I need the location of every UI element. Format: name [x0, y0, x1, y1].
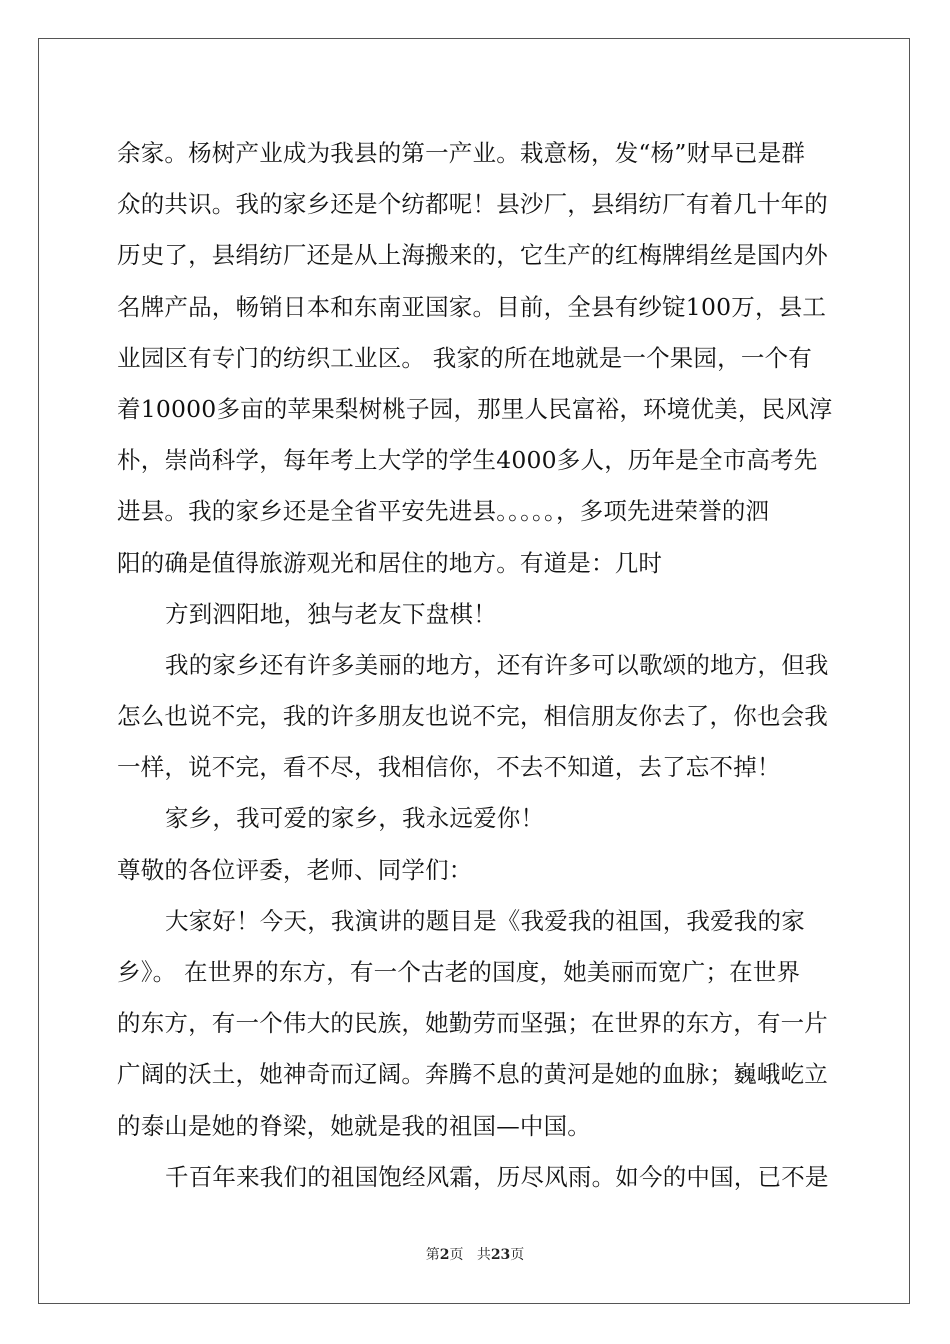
- text-line: 的东方，有一个伟大的民族，她勤劳而坚强；在世界的东方，有一片: [117, 1009, 828, 1038]
- text-line: 乡》。 在世界的东方，有一个古老的国度，她美丽而宽广；在世界: [117, 958, 801, 986]
- text-line: 千百年来我们的祖国饱经风霜，历尽风雨。如今的中国，已不是: [165, 1162, 829, 1191]
- text-line: 余家。杨树产业成为我县的第一产业。栽意杨，发“杨”财早已是群: [117, 139, 806, 167]
- total-page-count: 23: [490, 1247, 511, 1263]
- footer-prefix: 第: [425, 1247, 440, 1263]
- text-line: 尊敬的各位评委，老师、同学们：: [117, 855, 473, 884]
- text-line: 众的共识。我的家乡还是个纺都呢！县沙厂，县绢纺厂有着几十年的: [117, 190, 828, 219]
- text-line: 一样，说不完，看不尽，我相信你，不去不知道，去了忘不掉！: [117, 753, 781, 782]
- text-line: 广阔的沃土，她神奇而辽阔。奔腾不息的黄河是她的血脉；巍峨屹立: [117, 1060, 828, 1089]
- footer-total-suffix: 页: [510, 1247, 525, 1263]
- text-line: 着10000多亩的苹果梨树桃子园，那里人民富裕，环境优美，民风淳: [117, 394, 833, 423]
- text-line: 进县。我的家乡还是全省平安先进县。。。。。，多项先进荣誉的泗: [117, 497, 770, 526]
- text-line: 家乡，我可爱的家乡，我永远爱你！: [165, 804, 545, 833]
- text-line: 阳的确是值得旅游观光和居住的地方。有道是：几时: [117, 548, 663, 577]
- footer-total-prefix: 共: [476, 1247, 491, 1263]
- document-body: [117, 128, 837, 1203]
- text-line: 历史了，县绢纺厂还是从上海搬来的，它生产的红梅牌绢丝是国内外: [117, 241, 828, 270]
- text-line: 方到泗阳地，独与老友下盘棋！: [165, 599, 497, 628]
- current-page-number: 2: [439, 1247, 450, 1263]
- text-line: 的泰山是她的脊梁，她就是我的祖国—中国。: [117, 1111, 591, 1140]
- page-footer: [0, 1244, 950, 1264]
- text-line: 我的家乡还有许多美丽的地方，还有许多可以歌颂的地方，但我: [165, 650, 829, 679]
- footer-page-suffix: 页: [449, 1247, 464, 1263]
- text-line: 朴，崇尚科学，每年考上大学的学生4000多人，历年是全市高考先: [117, 446, 818, 475]
- text-line: 名牌产品，畅销日本和东南亚国家。目前，全县有纱锭100万，县工: [117, 292, 827, 321]
- text-line: 业园区有专门的纺织工业区。 我家的所在地就是一个果园，一个有: [117, 343, 812, 372]
- text-line: 大家好！今天，我演讲的题目是《我爱我的祖国，我爱我的家: [165, 906, 805, 935]
- text-line: 怎么也说不完，我的许多朋友也说不完，相信朋友你去了，你也会我: [117, 702, 828, 731]
